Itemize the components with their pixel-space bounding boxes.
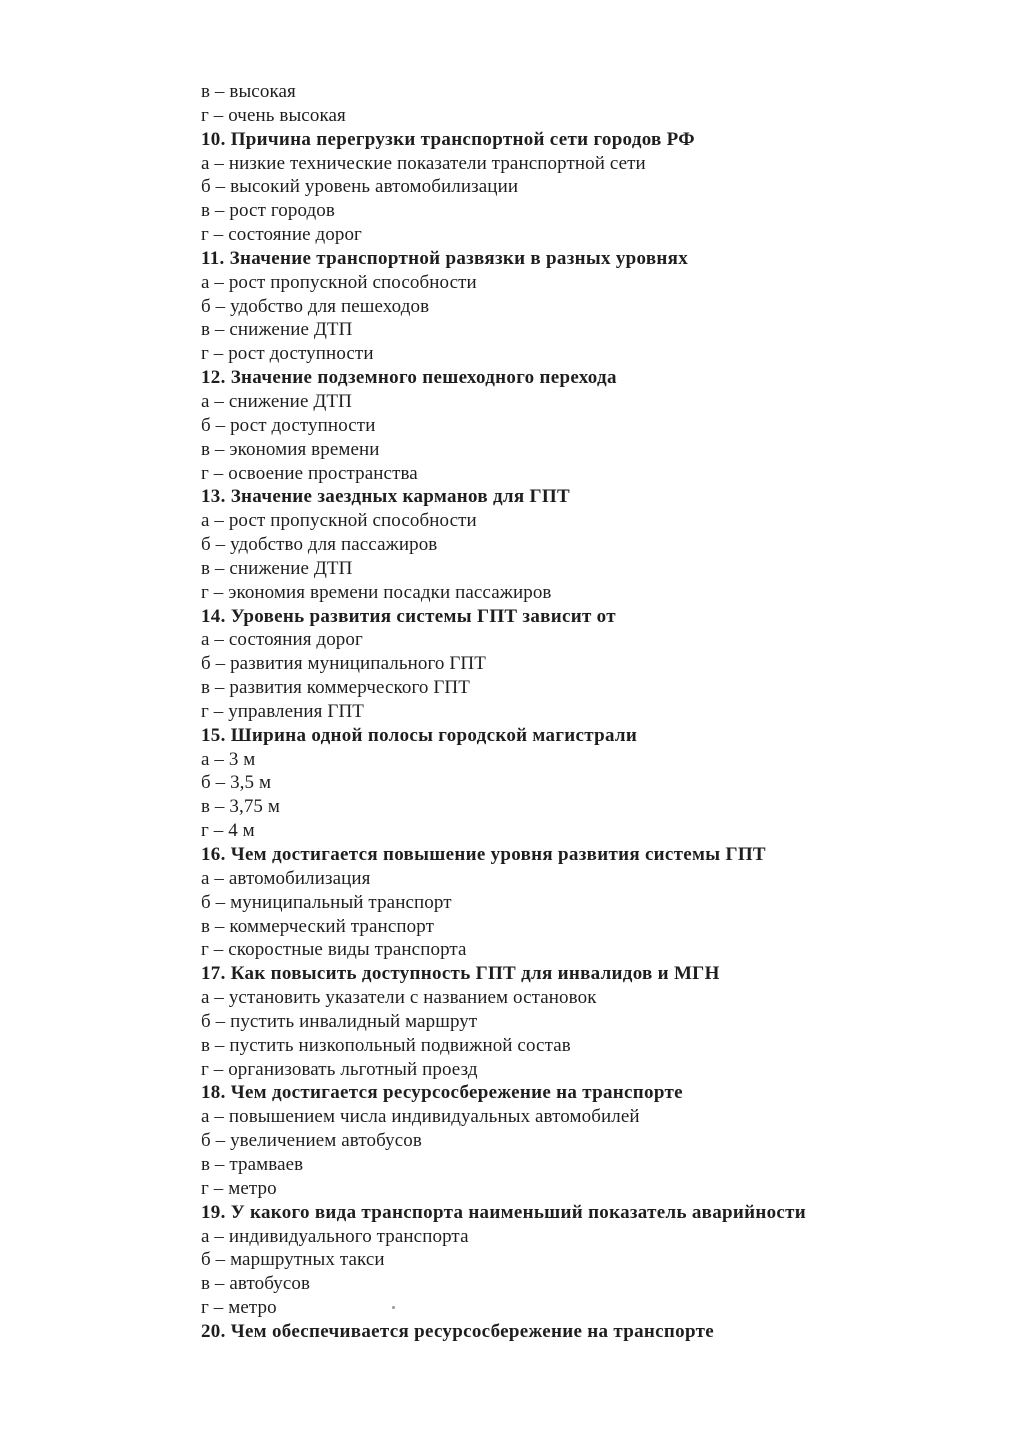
question-heading: 19. У какого вида транспорта наименьший показатель аварийности	[201, 1201, 807, 1223]
answer-option: а – установить указатели с названием остановок	[201, 987, 597, 1009]
answer-option: в – пустить низкопольный подвижной состав	[201, 1034, 571, 1056]
answer-option: в – снижение ДТП	[201, 557, 353, 579]
answer-option: г – организовать льготный проезд	[201, 1058, 478, 1080]
answer-option: б – рост доступности	[201, 414, 376, 436]
question-heading: 17. Как повысить доступность ГПТ для инвалидов и МГН	[201, 963, 720, 985]
answer-option: в – коммерческий транспорт	[201, 915, 434, 937]
answer-option: в – снижение ДТП	[201, 319, 353, 341]
answer-option: а – повышением числа индивидуальных автомобилей	[201, 1106, 640, 1128]
answer-option: а – состояния дорог	[201, 629, 363, 651]
question-heading: 11. Значение транспортной развязки в разных уровнях	[201, 247, 689, 269]
answer-option: в – рост городов	[201, 200, 335, 222]
question-heading: 13. Значение заездных карманов для ГПТ	[201, 486, 570, 508]
answer-option: в – развития коммерческого ГПТ	[201, 677, 470, 699]
answer-option: г – 4 м	[201, 820, 255, 842]
answer-option: г – управления ГПТ	[201, 700, 364, 722]
answer-option: г – освоение пространства	[201, 462, 418, 484]
scan-speck	[392, 1306, 395, 1309]
answer-option: б – пустить инвалидный маршрут	[201, 1010, 478, 1032]
answer-option: а – автомобилизация	[201, 867, 371, 889]
answer-option: б – удобство для пассажиров	[201, 534, 438, 556]
answer-option: б – муниципальный транспорт	[201, 891, 452, 913]
question-heading: 15. Ширина одной полосы городской магистрали	[201, 724, 638, 746]
answer-option: г – очень высокая	[201, 104, 346, 126]
answer-option: а – низкие технические показатели транспортной сети	[201, 152, 646, 174]
question-heading: 14. Уровень развития системы ГПТ зависит от	[201, 605, 616, 627]
question-heading: 20. Чем обеспечивается ресурсосбережение на транспорте	[201, 1320, 714, 1342]
answer-option: г – метро	[201, 1297, 277, 1319]
question-heading: 12. Значение подземного пешеходного перехода	[201, 367, 617, 389]
answer-option: в – 3,75 м	[201, 796, 280, 818]
answer-option: а – рост пропускной способности	[201, 271, 477, 293]
answer-option: б – высокий уровень автомобилизации	[201, 176, 519, 198]
question-heading: 18. Чем достигается ресурсосбережение на транспорте	[201, 1082, 683, 1104]
question-heading: 16. Чем достигается повышение уровня развития системы ГПТ	[201, 844, 766, 865]
answer-option: б – 3,5 м	[201, 772, 272, 794]
answer-option: в – высокая	[201, 81, 296, 102]
answer-option: в – экономия времени	[201, 438, 380, 460]
question-heading: 10. Причина перегрузки транспортной сети городов РФ	[201, 128, 695, 150]
answer-option: г – состояние дорог	[201, 224, 362, 246]
answer-option: б – развития муниципального ГПТ	[201, 653, 486, 675]
document-body	[201, 80, 961, 1344]
answer-option: г – экономия времени посадки пассажиров	[201, 581, 552, 603]
answer-option: б – увеличением автобусов	[201, 1130, 422, 1152]
answer-option: а – рост пропускной способности	[201, 510, 477, 532]
answer-option: г – скоростные виды транспорта	[201, 939, 467, 961]
answer-option: а – индивидуального транспорта	[201, 1225, 469, 1247]
answer-option: а – снижение ДТП	[201, 390, 352, 412]
answer-option: б – удобство для пешеходов	[201, 295, 430, 317]
answer-option: г – рост доступности	[201, 343, 374, 365]
answer-option: а – 3 м	[201, 748, 256, 770]
answer-option: г – метро	[201, 1177, 277, 1199]
answer-option: б – маршрутных такси	[201, 1249, 385, 1271]
answer-option: в – автобусов	[201, 1273, 311, 1295]
answer-option: в – трамваев	[201, 1153, 304, 1175]
